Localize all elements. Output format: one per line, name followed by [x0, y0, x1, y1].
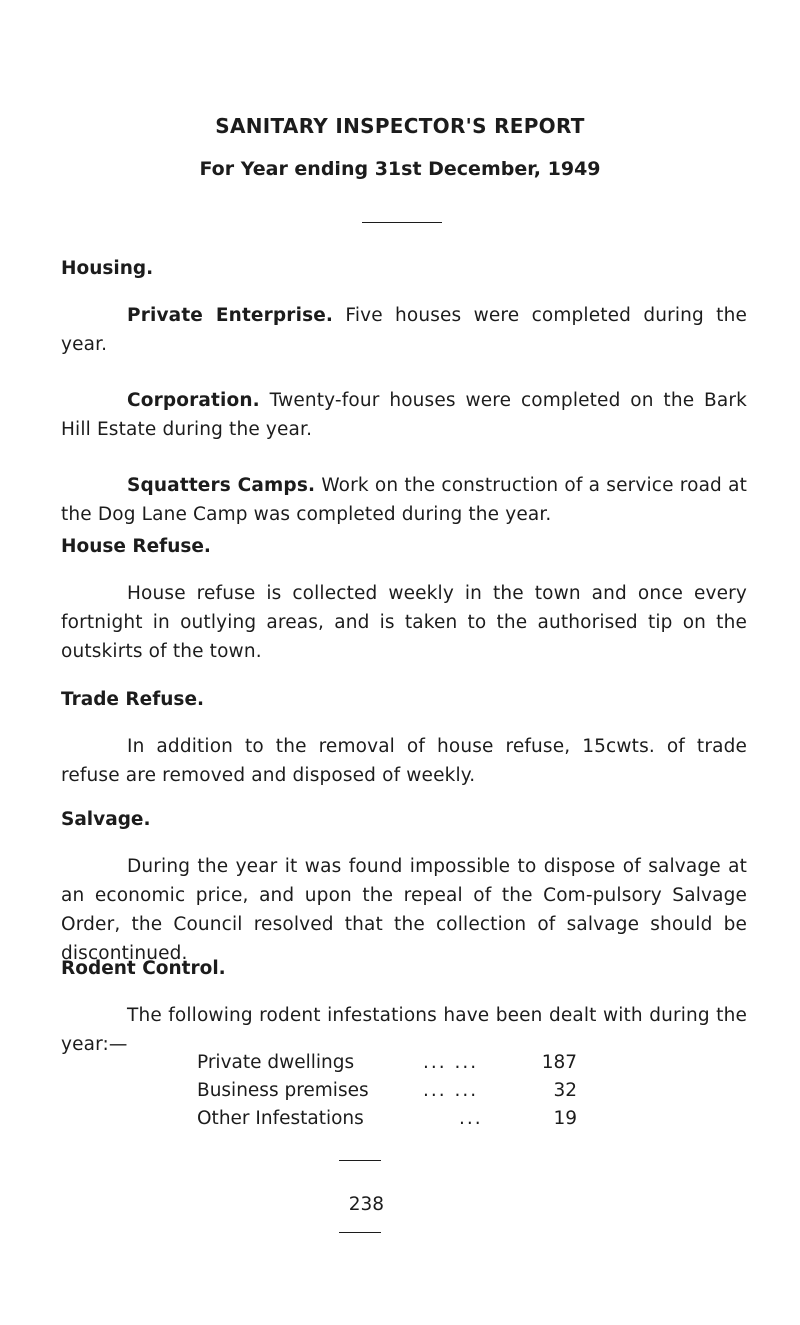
section-rodent-control	[61, 955, 747, 1059]
sum-rule-bottom	[339, 1232, 381, 1233]
section-trade-refuse	[61, 686, 747, 790]
section-heading: Housing.	[61, 258, 154, 279]
paragraph-lead: Private Enterprise.	[127, 305, 334, 326]
paragraph	[61, 386, 747, 444]
paragraph-text: House refuse is collected weekly in the town and once every fortnight in outlying areas, and is taken to the authorised tip on the outskirts of the town.	[61, 583, 747, 662]
paragraph	[61, 852, 747, 968]
title-divider	[362, 222, 442, 223]
paragraph-text: The following rodent infestations have been dealt with during the year:—	[61, 1005, 747, 1055]
section-house-refuse	[61, 533, 747, 666]
row-label: Private dwellings	[197, 1052, 355, 1073]
infestations-table	[197, 1049, 597, 1133]
paragraph-text: In addition to the removal of house refuse, 15cwts. of trade refuse are removed and disposed of weekly.	[61, 736, 747, 786]
section-housing	[61, 255, 747, 529]
report-title: SANITARY INSPECTOR'S REPORT	[215, 114, 585, 138]
report-subtitle: For Year ending 31st December, 1949	[199, 158, 601, 180]
infestations-total: 238	[348, 1194, 384, 1215]
paragraph-text: Work on the construction of a service road at the Dog Lane Camp was completed during the year.	[61, 475, 747, 525]
paragraph	[61, 579, 747, 666]
paragraph	[61, 301, 747, 359]
paragraph-lead: Corporation.	[127, 390, 260, 411]
paragraph-text: Twenty-four houses were completed on the Bark Hill Estate during the year.	[61, 390, 747, 440]
table-row	[197, 1049, 597, 1077]
section-heading: Rodent Control.	[61, 958, 226, 979]
paragraph-text: During the year it was found impossible to dispose of salvage at an economic price, and upon the repeal of the Com-pulsory Salvage Order, the Council resolved that the collection of salvage should be discontinued.	[61, 856, 747, 964]
paragraph-lead: Squatters Camps.	[127, 475, 316, 496]
sum-rule-top	[339, 1160, 381, 1161]
row-value: 19	[553, 1108, 577, 1129]
paragraph	[61, 471, 747, 529]
table-row	[197, 1077, 597, 1105]
section-heading: House Refuse.	[61, 536, 211, 557]
row-leader-dots: ... ...	[423, 1080, 479, 1101]
paragraph	[61, 732, 747, 790]
row-leader-dots: ...	[459, 1108, 483, 1129]
section-heading: Trade Refuse.	[61, 689, 205, 710]
section-heading: Salvage.	[61, 809, 151, 830]
table-row	[197, 1105, 597, 1133]
row-label: Business premises	[197, 1080, 369, 1101]
row-value: 32	[553, 1080, 577, 1101]
paragraph-text: Five houses were completed during the year.	[61, 305, 747, 355]
row-label: Other Infestations	[197, 1108, 364, 1129]
row-value: 187	[541, 1052, 577, 1073]
row-leader-dots: ... ...	[423, 1052, 479, 1073]
section-salvage	[61, 806, 747, 968]
